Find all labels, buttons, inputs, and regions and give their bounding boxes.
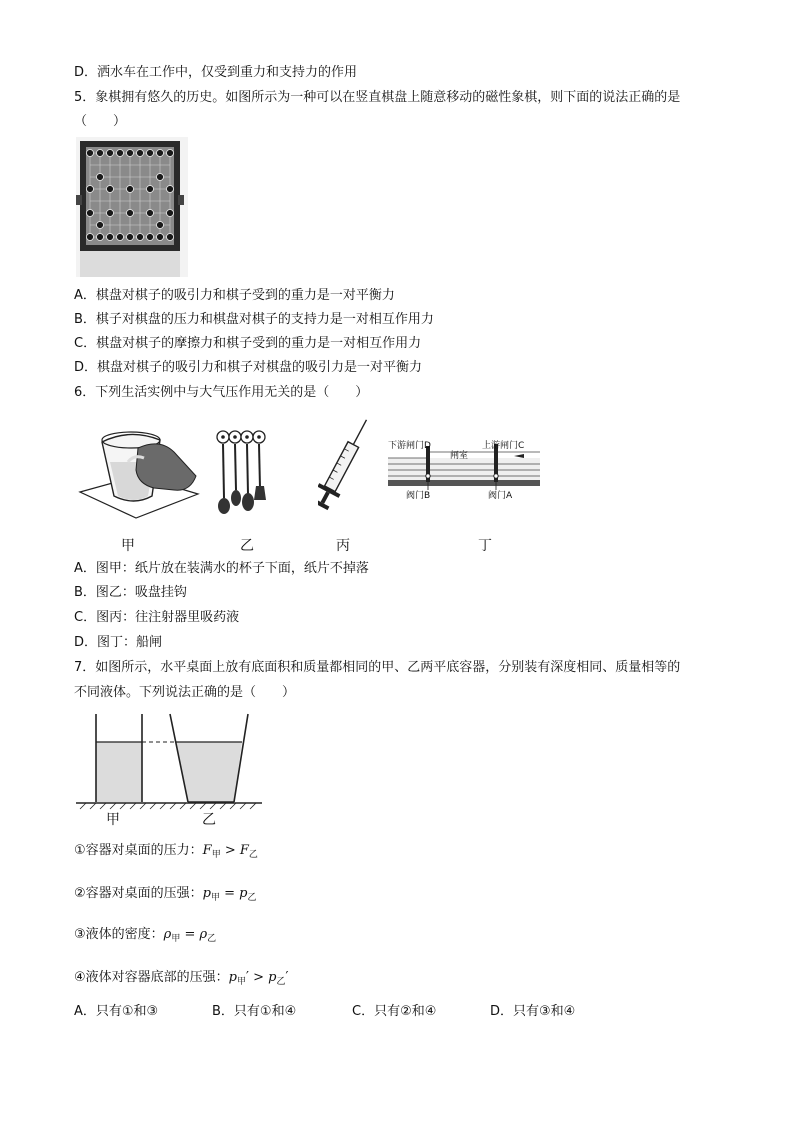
q6-option-a: A．图甲：纸片放在装满水的杯子下面，纸片不掉落 [74,561,369,576]
q7-option-a: A．只有①和③ [74,1004,159,1019]
q6-caption-ding: 丁 [478,538,492,554]
q7-stem-line1: 7．如图所示，水平桌面上放有底面积和质量都相同的甲、乙两平底容器，分别装有深度相同、质量相等的 [74,660,681,675]
q5-option-b: B．棋子对棋盘的压力和棋盘对棋子的支持力是一对相互作用力 [74,312,434,327]
q7-statement-1: ①容器对桌面的压力：$F_甲 > F_乙$ [74,843,258,860]
q5-stem: 5．象棋拥有悠久的历史。如图所示为一种可以在竖直棋盘上随意移动的磁性象棋，则下面的说法正确的是 [74,90,681,105]
q7-caption-jia: 甲 [106,812,120,828]
containers-figure [76,710,262,810]
lock-label-upstream-gate: 上游闸门C [482,441,525,451]
q5-option-a: A．棋盘对棋子的吸引力和棋子受到的重力是一对平衡力 [74,288,395,303]
q5-option-d: D．棋盘对棋子的吸引力和棋子对棋盘的吸引力是一对平衡力 [74,360,423,375]
q4-option-d: D．洒水车在工作中，仅受到重力和支持力的作用 [74,65,358,80]
q7-option-d: D．只有③和④ [490,1004,576,1019]
lock-label-chamber: 闸室 [450,451,469,461]
q6-stem: 6．下列生活实例中与大气压作用无关的是（ ） [74,385,369,400]
lock-label-valve-a: 阀门A [488,491,513,501]
q7-option-b: B．只有①和④ [212,1004,297,1019]
lock-label-downstream-gate: 下游闸门D [388,441,431,451]
q6-option-d: D．图丁：船闸 [74,635,163,650]
q5-blank: （ ） [74,114,127,129]
syringe-figure [318,416,368,512]
cup-paper-figure [78,418,200,520]
q7-statement-4: ④液体对容器底部的压强：$p_甲' > p_乙'$ [74,970,289,987]
q7-option-c: C．只有②和④ [352,1004,437,1019]
q6-caption-bing: 丙 [336,538,350,554]
magnetic-chess-board-photo [76,137,188,277]
q7-statement-2: ②容器对桌面的压强：$p_甲 = p_乙$ [74,886,257,903]
ship-lock-figure [388,436,540,502]
q6-caption-jia: 甲 [121,538,135,554]
q6-option-b: B．图乙：吸盘挂钩 [74,585,187,600]
q5-option-c: C．棋盘对棋子的摩擦力和棋子受到的重力是一对相互作用力 [74,336,422,351]
suction-hook-figure [214,428,268,520]
q7-stem-line2: 不同液体。下列说法正确的是（ ） [74,685,296,700]
q7-caption-yi: 乙 [202,812,216,828]
q7-statement-3: ③液体的密度：$\rho_甲 = \rho_乙$ [74,927,217,944]
q6-caption-yi: 乙 [240,538,254,554]
q6-option-c: C．图丙：往注射器里吸药液 [74,610,240,625]
lock-label-valve-b: 阀门B [406,491,431,501]
